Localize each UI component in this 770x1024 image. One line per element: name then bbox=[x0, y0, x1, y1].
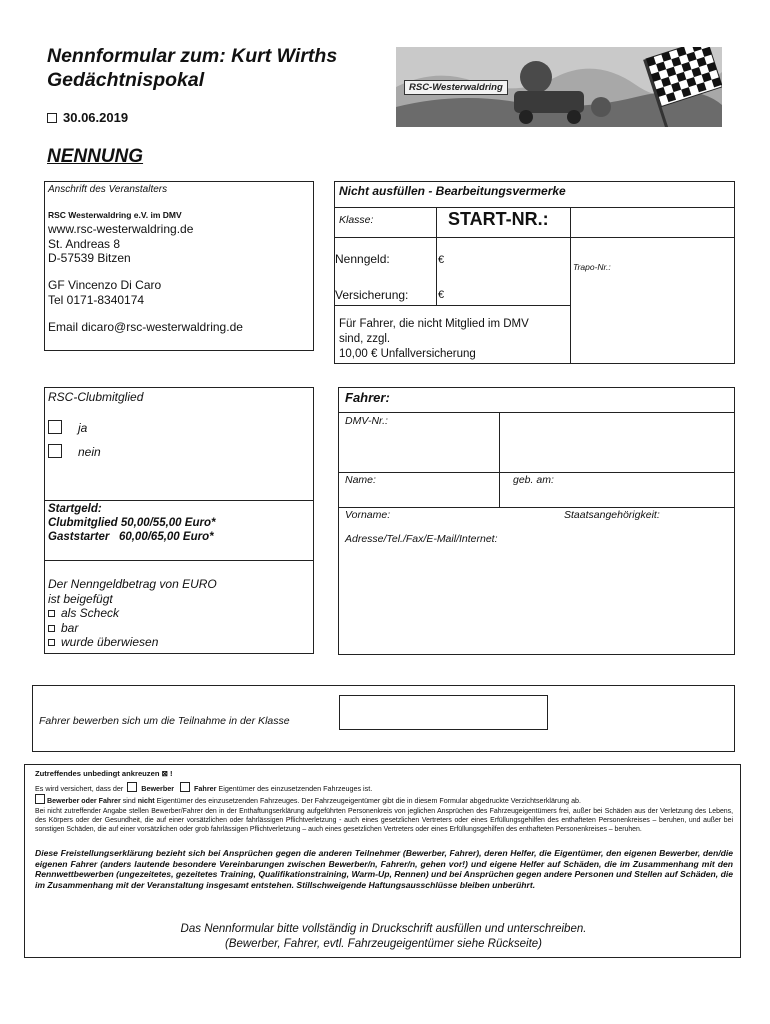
address-label[interactable]: Adresse/Tel./Fax/E-Mail/Internet: bbox=[345, 533, 498, 545]
yes-checkbox[interactable] bbox=[48, 420, 62, 434]
payment-info bbox=[48, 577, 217, 650]
startgeld-member: Clubmitglied 50,00/55,00 Euro* bbox=[48, 517, 216, 529]
header-photo bbox=[396, 47, 722, 127]
legal-not-owner-line bbox=[35, 794, 581, 805]
versicherung-label: Versicherung: bbox=[335, 288, 409, 302]
payment-option-transfer[interactable] bbox=[48, 635, 217, 650]
payment-option-cheque[interactable] bbox=[48, 606, 217, 621]
payment-option-transfer-label: wurde überwiesen bbox=[61, 635, 159, 649]
event-date-text: 30.06.2019 bbox=[63, 110, 129, 125]
form-title-line2: Gedächtnispokal bbox=[47, 69, 205, 91]
organizer-website: www.rsc-westerwaldring.de bbox=[48, 222, 194, 236]
cash-checkbox[interactable] bbox=[48, 625, 55, 632]
driver-box bbox=[338, 387, 735, 655]
organizer-street: St. Andreas 8 bbox=[48, 237, 121, 251]
legal-line3-c: nicht bbox=[137, 797, 155, 805]
organizer-contact: GF Vincenzo Di Caro bbox=[48, 278, 162, 292]
applicant-owner-checkbox[interactable] bbox=[127, 782, 137, 792]
legal-line2-d: Eigentümer des einzusetzenden Fahrzeuges ist. bbox=[218, 784, 373, 793]
legal-footer-line2: (Bewerber, Fahrer, evtl. Fahrzeugeigentümer siehe Rückseite) bbox=[224, 937, 543, 950]
class-request-label: Fahrer bewerben sich um die Teilnahme in der Klasse bbox=[39, 715, 290, 727]
date-checkbox[interactable] bbox=[47, 113, 57, 123]
nenngeld-currency: € bbox=[438, 254, 445, 266]
driver-owner-checkbox[interactable] bbox=[180, 782, 190, 792]
payment-line2: ist beigefügt bbox=[48, 591, 113, 606]
organizer-heading: Anschrift des Veranstalters bbox=[48, 184, 168, 195]
option-no[interactable] bbox=[48, 444, 101, 459]
startgeld-info bbox=[48, 502, 215, 544]
nenngeld-label: Nenngeld: bbox=[335, 252, 390, 266]
legal-line2-c: Fahrer bbox=[194, 784, 217, 793]
legal-line3-a: Bewerber oder Fahrer bbox=[47, 797, 121, 805]
birth-label[interactable]: geb. am: bbox=[513, 474, 554, 486]
organizer-box bbox=[44, 181, 314, 351]
form-title-line1: Nennformular zum: Kurt Wirths bbox=[47, 45, 338, 67]
legal-line2-b: Bewerber bbox=[141, 784, 175, 793]
transfer-checkbox[interactable] bbox=[48, 639, 55, 646]
firstname-label[interactable]: Vorname: bbox=[345, 509, 391, 521]
organizer-email: Email dicaro@rsc-westerwaldring.de bbox=[48, 320, 243, 334]
legal-line3-d: Eigentümer des einzusetzenden Fahrzeuges. Der Fahrzeugeigentümer gibt die in diesem Formular abgedruckte Verzichtserklärung ab. bbox=[156, 797, 581, 805]
legal-instruction: Zutreffendes unbedingt ankreuzen ⊠ ! bbox=[35, 769, 173, 778]
payment-option-cash-label: bar bbox=[61, 620, 79, 635]
form-title bbox=[47, 44, 337, 92]
option-yes[interactable] bbox=[48, 420, 87, 435]
office-use-box bbox=[334, 181, 735, 364]
versicherung-currency: € bbox=[438, 289, 445, 301]
legal-fine-text: Bei nicht zutreffender Angabe stellen Bewerber/Fahrer den in der Enthaftungserklärung aufgeführten Personenkreis von jeglichen Ansprüchen des Fahrzeugeigentümers frei, außer bei Schäden aus der Verletzung des Lebens, des Körpers oder der Gesundheit, die auf einer vorsätzlichen oder fahrlässigen Pflichtverletzung - auch eines gesetzlichen Vertreters oder eines Erfüllungsgehilfen des enthafteten Personenkreises – beruhen, und außer bei sonstigen Schäden, die auf einer vorsätzlichen oder grob fahrlässigen Pflichtverletzung – auch eines gesetzlichen Vertreters oder eines Erfüllungsgehilfen des enthafteten Personenkreises – beruhen. bbox=[35, 808, 733, 834]
photo-logo: RSC-Westerwaldring bbox=[404, 80, 508, 95]
option-yes-label: ja bbox=[78, 421, 88, 435]
legal-footer-line1: Das Nennformular bitte vollständig in Druckschrift ausfüllen und unterschreiben. bbox=[180, 923, 587, 935]
trapo-label: Trapo-Nr.: bbox=[573, 262, 611, 272]
legal-bold-text: Diese Freistellungserklärung bezieht sich bei Ansprüchen gegen die anderen Teilnehmer (Bewerber, Fahrer), deren Helfer, die Eigentümer, den eigenen Bewerber, den/die eigenen Fahrer (anders lautende besondere Vereinbarungen zwischen Bewerber/n, Fahrer/n, gehen vor!) und eigene Helfer auf Schäden, die im Zusammenhang mit den Rennwettbewerben (ungezeitetes, gezeitetes Training, Qualifikationstraining, Warm-Up, Rennen) und bei Ansprüchen gegen andere Personen und Stellen auf Schäden, die im Zusammenhang mit der Veranstaltung insgesamt entstehen. Stillschweigende Haftungsausschlüsse bleiben unberührt. bbox=[35, 848, 733, 890]
klasse-label: Klasse: bbox=[339, 214, 374, 226]
office-heading: Nicht ausfüllen - Bearbeitungsvermerke bbox=[339, 184, 566, 198]
driver-heading: Fahrer: bbox=[345, 390, 390, 405]
dmv-label[interactable]: DMV-Nr.: bbox=[345, 415, 388, 427]
class-request-box bbox=[32, 685, 735, 752]
start-nr-label: START-NR.: bbox=[448, 209, 549, 229]
organizer-phone: Tel 0171-8340174 bbox=[48, 293, 145, 307]
club-heading: RSC-Clubmitglied bbox=[48, 390, 144, 404]
office-note bbox=[339, 317, 529, 362]
organizer-city: D-57539 Bitzen bbox=[48, 251, 131, 265]
cheque-checkbox[interactable] bbox=[48, 610, 55, 617]
option-no-label: nein bbox=[78, 445, 101, 459]
not-owner-checkbox[interactable] bbox=[35, 794, 45, 804]
club-member-box bbox=[44, 387, 314, 654]
legal-ownership-line bbox=[35, 782, 372, 793]
legal-line2-a: Es wird versichert, dass der bbox=[35, 784, 124, 793]
class-input[interactable] bbox=[339, 695, 548, 730]
startgeld-guest: Gaststarter 60,00/65,00 Euro* bbox=[48, 531, 214, 543]
organizer-name: RSC Westerwaldring e.V. im DMV bbox=[48, 210, 182, 220]
nationality-label[interactable]: Staatsangehörigkeit: bbox=[564, 509, 660, 521]
payment-option-cheque-label: als Scheck bbox=[61, 606, 120, 620]
office-note-line1: Für Fahrer, die nicht Mitglied im DMV bbox=[339, 318, 529, 330]
no-checkbox[interactable] bbox=[48, 444, 62, 458]
legal-footer bbox=[25, 922, 742, 951]
legal-box bbox=[24, 764, 741, 958]
event-date bbox=[47, 110, 128, 125]
legal-line3-b: sind bbox=[122, 797, 136, 805]
startgeld-title: Startgeld: bbox=[48, 503, 102, 515]
payment-option-cash[interactable] bbox=[48, 621, 217, 636]
section-title: NENNUNG bbox=[47, 146, 144, 167]
office-note-line2: sind, zzgl. bbox=[339, 333, 391, 345]
payment-line1: Der Nenngeldbetrag von EURO bbox=[48, 577, 217, 591]
name-label[interactable]: Name: bbox=[345, 474, 376, 486]
office-note-line3: 10,00 € Unfallversicherung bbox=[339, 348, 476, 360]
